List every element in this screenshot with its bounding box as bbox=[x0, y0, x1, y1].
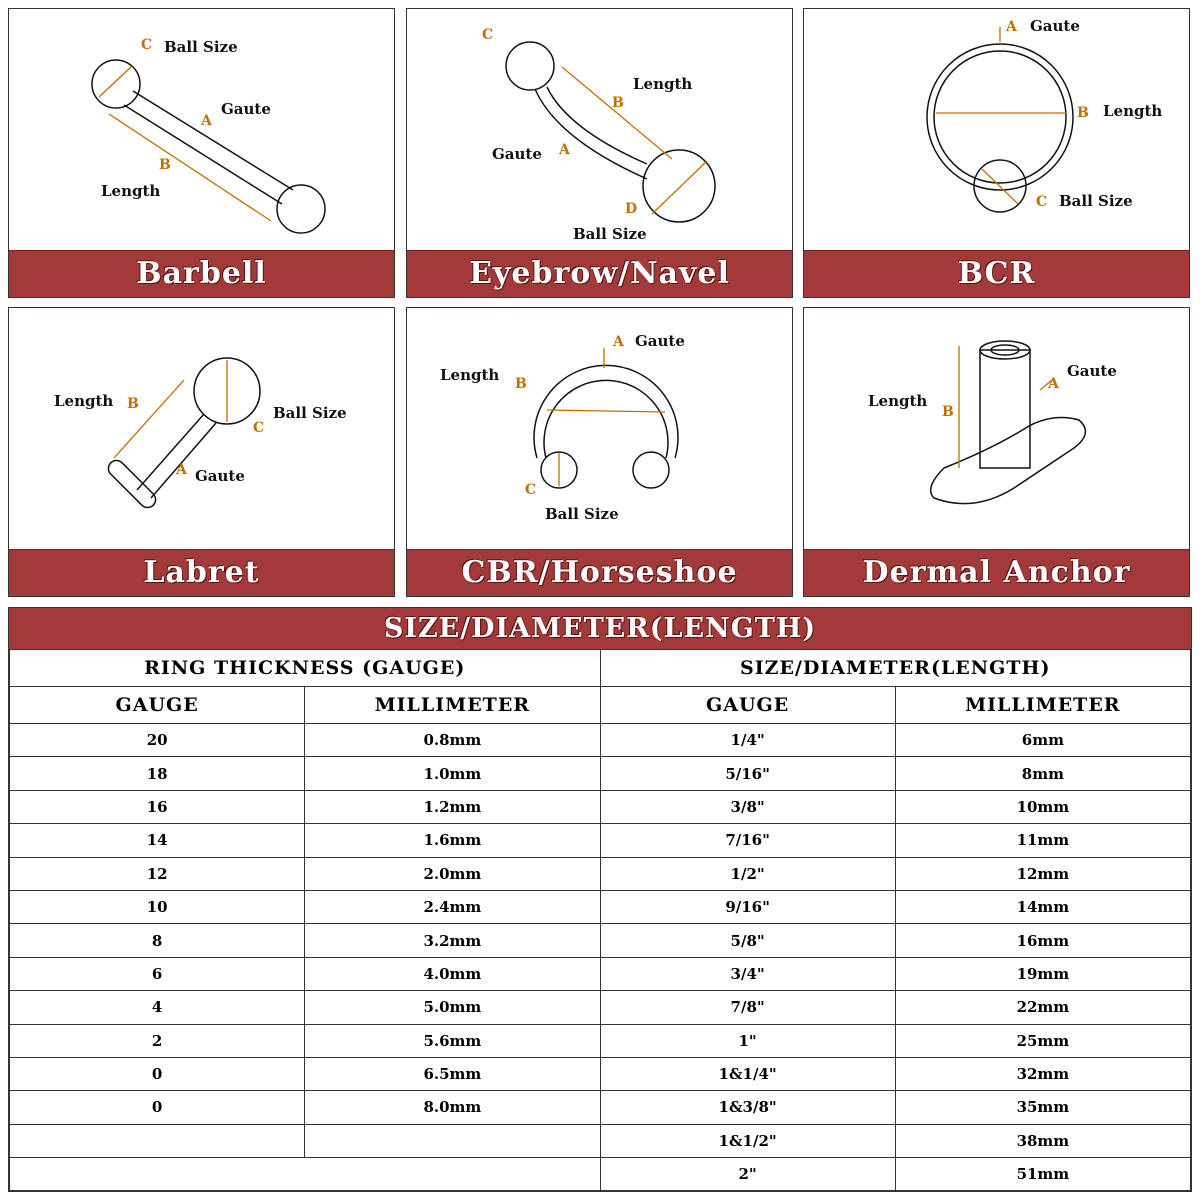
table-cell: 19mm bbox=[895, 957, 1190, 990]
table-cell: 2" bbox=[600, 1158, 895, 1191]
table-cell: 7/8" bbox=[600, 991, 895, 1024]
col-mm: MILLIMETER bbox=[305, 687, 600, 724]
table-cell: 1&1/4" bbox=[600, 1057, 895, 1090]
panel-labret bbox=[8, 307, 395, 597]
table-cell: 22mm bbox=[895, 991, 1190, 1024]
table-cell: 51mm bbox=[895, 1158, 1190, 1191]
col-mm: MILLIMETER bbox=[895, 687, 1190, 724]
table-row bbox=[10, 957, 1191, 990]
table-cell: 1/4" bbox=[600, 724, 895, 757]
table-row bbox=[10, 824, 1191, 857]
table-cell: 3/4" bbox=[600, 957, 895, 990]
eyebrow-diagram bbox=[407, 9, 794, 254]
table-cell: 10 bbox=[10, 890, 305, 923]
table-cell: 14 bbox=[10, 824, 305, 857]
svg-text:A: A bbox=[613, 334, 624, 350]
col-gauge: GAUGE bbox=[600, 687, 895, 724]
table-cell: 1&3/8" bbox=[600, 1091, 895, 1124]
table-row bbox=[10, 790, 1191, 823]
table-row bbox=[10, 890, 1191, 923]
table-cell: 5.0mm bbox=[305, 991, 600, 1024]
svg-text:C: C bbox=[141, 37, 153, 53]
table-cell: 1/2" bbox=[600, 857, 895, 890]
table-cell: 35mm bbox=[895, 1091, 1190, 1124]
table-cell bbox=[10, 1158, 601, 1191]
svg-text:Gaute: Gaute bbox=[492, 145, 542, 163]
dermal-anchor-diagram bbox=[804, 308, 1191, 553]
table-cell: 4.0mm bbox=[305, 957, 600, 990]
svg-text:A: A bbox=[1006, 19, 1017, 35]
table-row bbox=[10, 1057, 1191, 1090]
table-cell: 8mm bbox=[895, 757, 1190, 790]
horseshoe-diagram bbox=[407, 308, 794, 553]
svg-text:Ball Size: Ball Size bbox=[573, 225, 647, 243]
size-table bbox=[8, 607, 1192, 1192]
svg-text:Ball Size: Ball Size bbox=[545, 505, 619, 523]
panel-dermal-anchor bbox=[803, 307, 1190, 597]
table-cell: 2.0mm bbox=[305, 857, 600, 890]
table-cell: 1.6mm bbox=[305, 824, 600, 857]
table-cell: 0 bbox=[10, 1091, 305, 1124]
barbell-diagram bbox=[9, 9, 396, 254]
table-cell: 0.8mm bbox=[305, 724, 600, 757]
table-cell: 16 bbox=[10, 790, 305, 823]
svg-text:Gaute: Gaute bbox=[635, 332, 685, 350]
table-cell: 18 bbox=[10, 757, 305, 790]
table-row bbox=[10, 1091, 1191, 1124]
table-cell: 3.2mm bbox=[305, 924, 600, 957]
table-row bbox=[10, 857, 1191, 890]
svg-text:Length: Length bbox=[54, 392, 114, 410]
table-cell: 2 bbox=[10, 1024, 305, 1057]
svg-text:Length: Length bbox=[101, 182, 161, 200]
svg-text:B: B bbox=[1077, 105, 1089, 121]
table-cell: 6 bbox=[10, 957, 305, 990]
table-cell: 16mm bbox=[895, 924, 1190, 957]
table-cell: 1.2mm bbox=[305, 790, 600, 823]
svg-text:A: A bbox=[559, 142, 570, 158]
table-cell bbox=[305, 1124, 600, 1157]
table-title: SIZE/DIAMETER(LENGTH) bbox=[9, 608, 1191, 649]
labret-diagram bbox=[9, 308, 396, 553]
svg-text:Gaute: Gaute bbox=[1030, 17, 1080, 35]
table-cell: 1&1/2" bbox=[600, 1124, 895, 1157]
svg-text:B: B bbox=[127, 396, 139, 412]
table-cell: 8.0mm bbox=[305, 1091, 600, 1124]
svg-text:B: B bbox=[942, 404, 954, 420]
panel-eyebrow-navel bbox=[406, 8, 793, 298]
table-cell: 3/8" bbox=[600, 790, 895, 823]
left-section-title: RING THICKNESS (GAUGE) bbox=[10, 650, 601, 687]
table-cell: 5/16" bbox=[600, 757, 895, 790]
svg-text:Ball Size: Ball Size bbox=[1059, 192, 1133, 210]
svg-text:Ball Size: Ball Size bbox=[164, 38, 238, 56]
table-cell: 8 bbox=[10, 924, 305, 957]
table-cell: 20 bbox=[10, 724, 305, 757]
panel-title: Eyebrow/Navel bbox=[407, 250, 792, 297]
table-cell: 38mm bbox=[895, 1124, 1190, 1157]
svg-text:B: B bbox=[612, 95, 624, 111]
table-cell bbox=[10, 1124, 305, 1157]
table-cell: 9/16" bbox=[600, 890, 895, 923]
panel-title: Labret bbox=[9, 549, 394, 596]
table-row bbox=[10, 1124, 1191, 1157]
svg-text:C: C bbox=[253, 420, 265, 436]
panel-title: Dermal Anchor bbox=[804, 549, 1189, 596]
table-cell: 1.0mm bbox=[305, 757, 600, 790]
svg-text:Gaute: Gaute bbox=[1067, 362, 1117, 380]
table-row bbox=[10, 757, 1191, 790]
panel-bcr bbox=[803, 8, 1190, 298]
svg-text:A: A bbox=[1048, 376, 1059, 392]
table-cell: 14mm bbox=[895, 890, 1190, 923]
svg-text:D: D bbox=[625, 201, 638, 217]
table-cell: 25mm bbox=[895, 1024, 1190, 1057]
table-cell: 12 bbox=[10, 857, 305, 890]
table-row bbox=[10, 1024, 1191, 1057]
svg-text:Ball Size: Ball Size bbox=[273, 404, 347, 422]
table-cell: 2.4mm bbox=[305, 890, 600, 923]
table-cell: 12mm bbox=[895, 857, 1190, 890]
table-cell: 4 bbox=[10, 991, 305, 1024]
svg-text:B: B bbox=[159, 157, 171, 173]
table-cell: 5.6mm bbox=[305, 1024, 600, 1057]
table-cell: 10mm bbox=[895, 790, 1190, 823]
table-cell: 6.5mm bbox=[305, 1057, 600, 1090]
svg-text:C: C bbox=[525, 482, 537, 498]
svg-text:C: C bbox=[1036, 194, 1048, 210]
table-row bbox=[10, 724, 1191, 757]
svg-text:A: A bbox=[201, 113, 212, 129]
svg-text:Length: Length bbox=[1103, 102, 1163, 120]
svg-text:Gaute: Gaute bbox=[195, 467, 245, 485]
col-gauge: GAUGE bbox=[10, 687, 305, 724]
svg-text:C: C bbox=[482, 27, 494, 43]
table-row bbox=[10, 991, 1191, 1024]
bcr-diagram bbox=[804, 9, 1191, 254]
panel-title: BCR bbox=[804, 250, 1189, 297]
table-cell: 6mm bbox=[895, 724, 1190, 757]
svg-text:A: A bbox=[176, 462, 187, 478]
table-cell: 1" bbox=[600, 1024, 895, 1057]
table-cell: 11mm bbox=[895, 824, 1190, 857]
panel-title: CBR/Horseshoe bbox=[407, 549, 792, 596]
right-section-title: SIZE/DIAMETER(LENGTH) bbox=[600, 650, 1191, 687]
svg-text:Gaute: Gaute bbox=[221, 100, 271, 118]
table-cell: 7/16" bbox=[600, 824, 895, 857]
panel-cbr-horseshoe bbox=[406, 307, 793, 597]
table-cell: 32mm bbox=[895, 1057, 1190, 1090]
svg-text:Length: Length bbox=[868, 392, 928, 410]
svg-text:Length: Length bbox=[440, 366, 500, 384]
svg-text:B: B bbox=[515, 376, 527, 392]
panel-barbell bbox=[8, 8, 395, 298]
table-row bbox=[10, 1158, 1191, 1191]
table-row bbox=[10, 924, 1191, 957]
table-cell: 0 bbox=[10, 1057, 305, 1090]
panel-title: Barbell bbox=[9, 250, 394, 297]
svg-text:Length: Length bbox=[633, 75, 693, 93]
table-cell: 5/8" bbox=[600, 924, 895, 957]
